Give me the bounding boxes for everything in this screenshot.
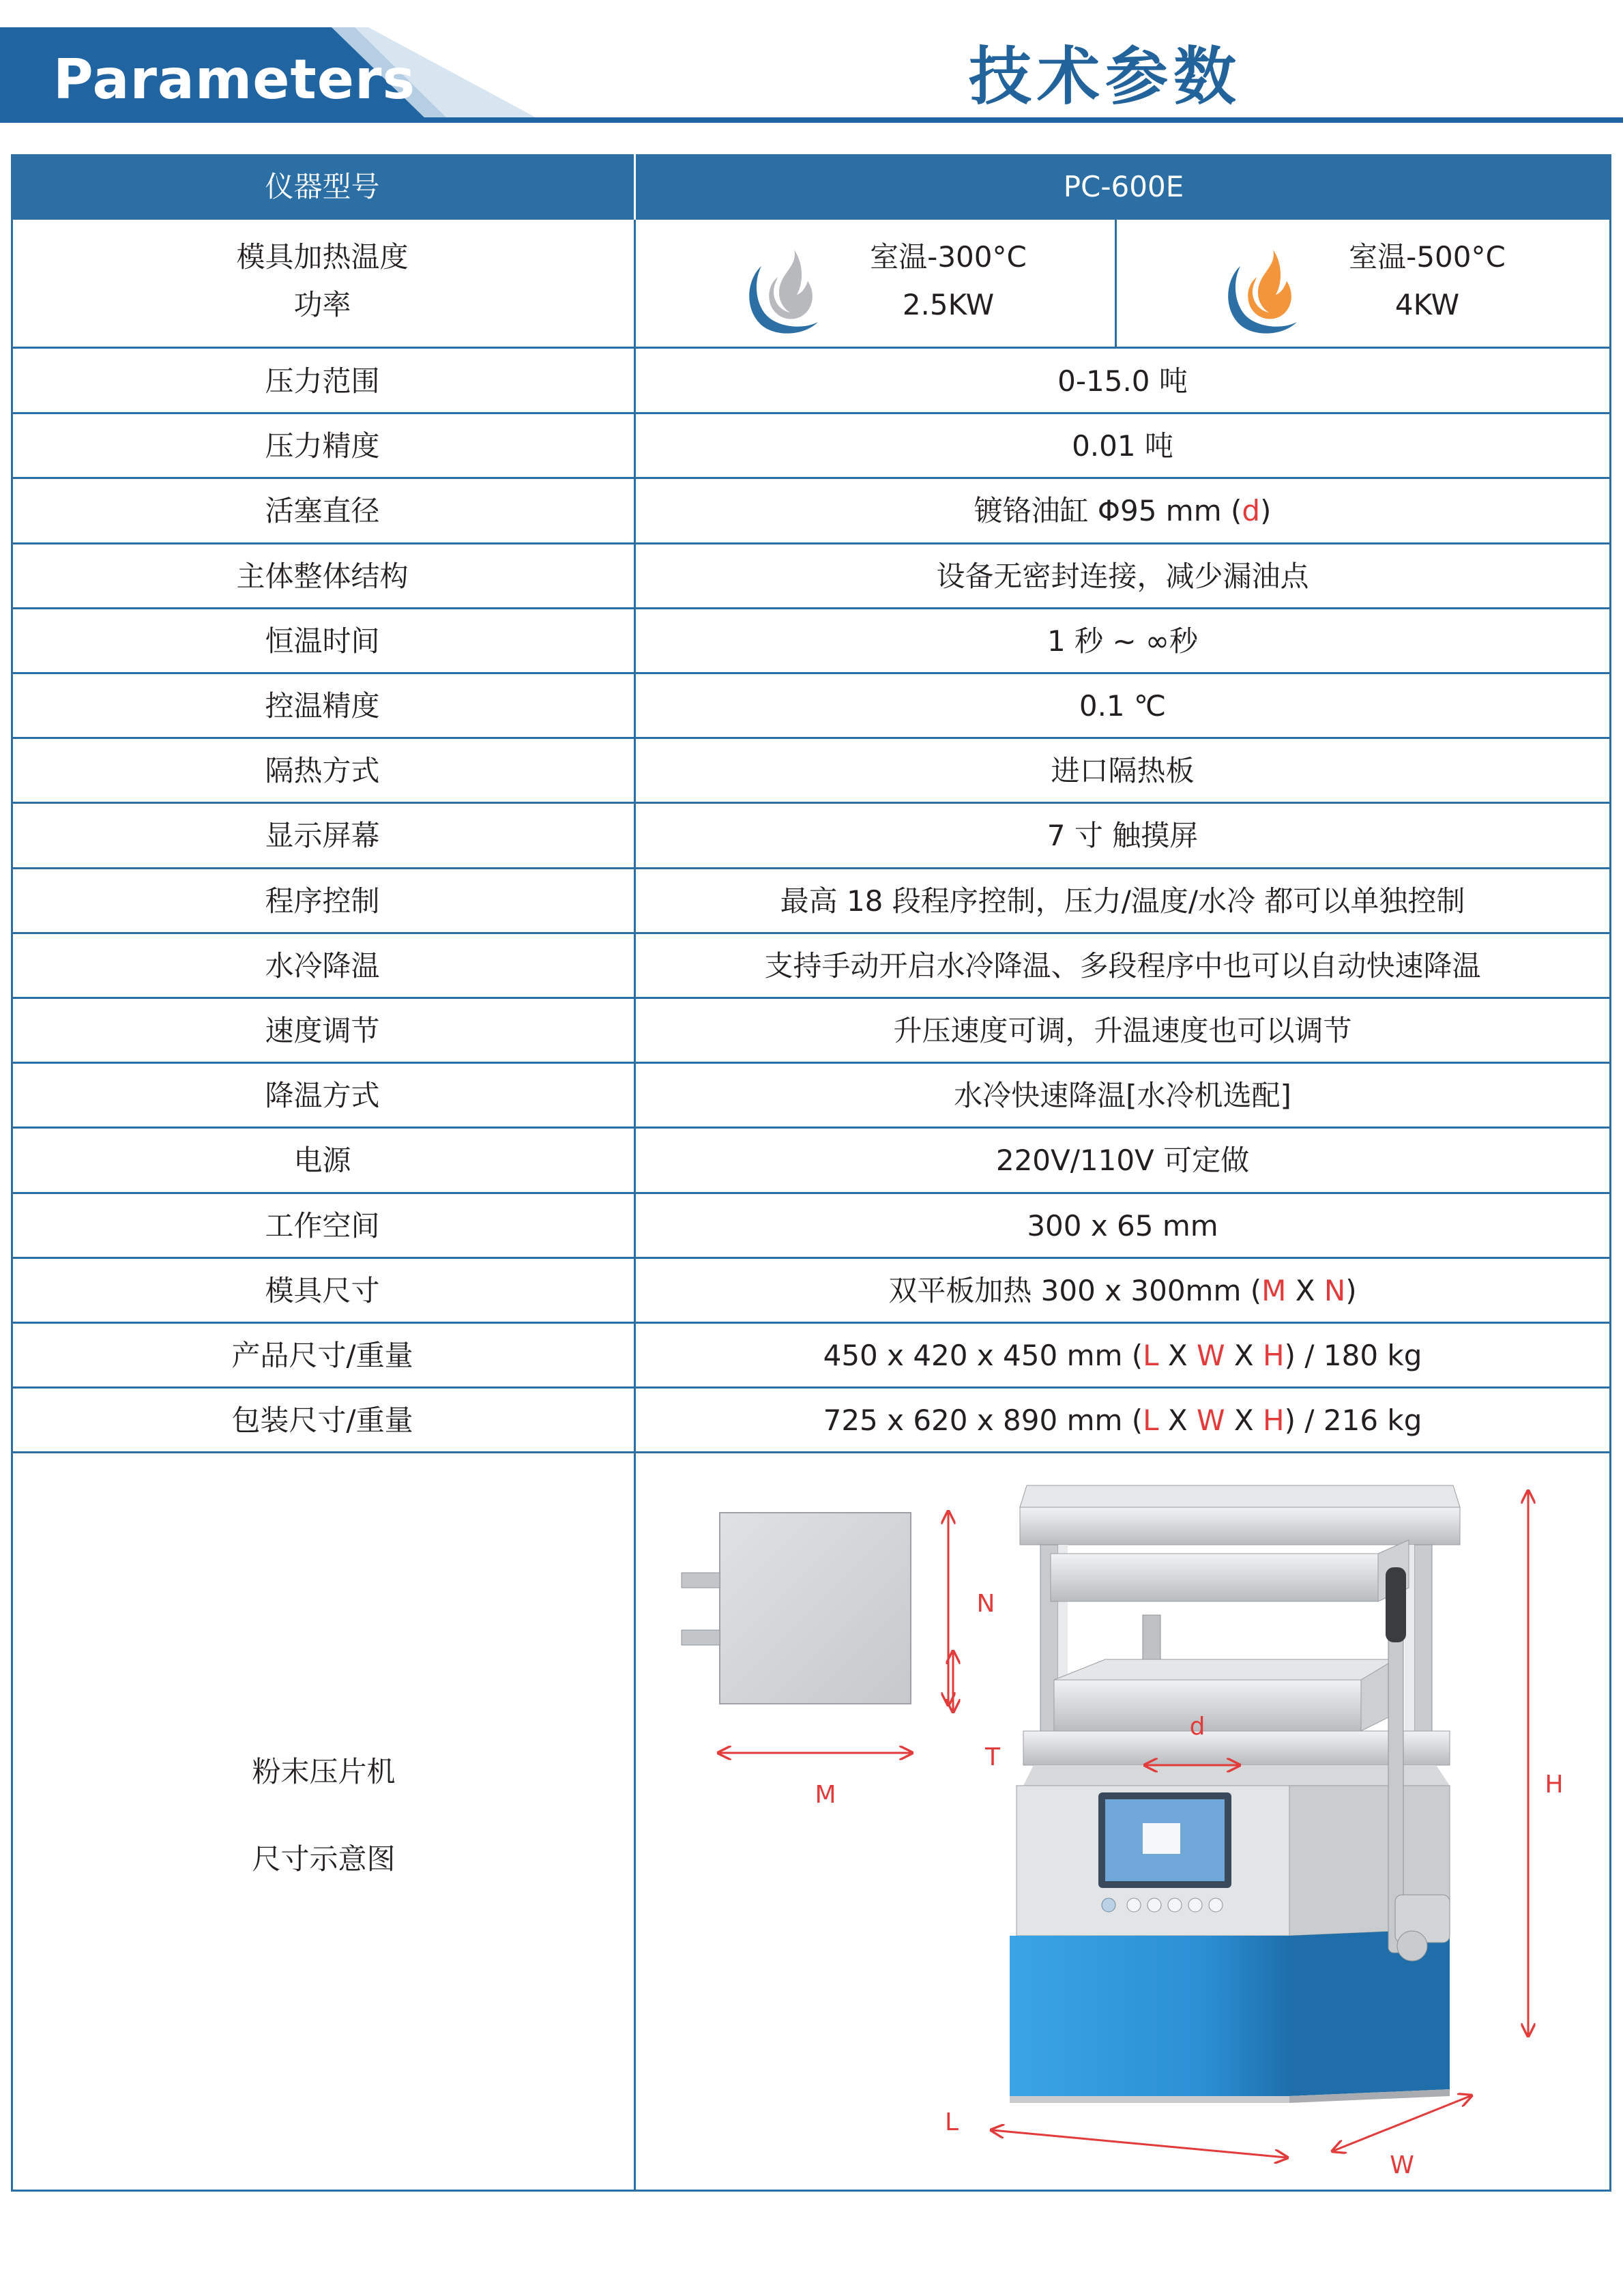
row-label: 控温精度 — [265, 689, 380, 723]
row-value — [636, 478, 1609, 543]
temp-option-a-power: 2.5KW — [902, 288, 995, 321]
row-value-text: ) — [1260, 494, 1272, 528]
row-divider — [11, 1062, 1611, 1064]
row-value-text: X — [1286, 1273, 1324, 1307]
temp-option-b — [1116, 220, 1611, 347]
row-value: 300 x 65 mm — [1027, 1208, 1218, 1243]
dim-label-l: L — [944, 2108, 959, 2136]
table-column-divider — [634, 220, 636, 2192]
row-divider — [11, 477, 1611, 479]
header-value: PC-600E — [1063, 170, 1184, 203]
dim-label-h: H — [1545, 1771, 1564, 1799]
row-label: 模具尺寸 — [265, 1273, 380, 1307]
row-value-text: ) / 180 kg — [1284, 1339, 1422, 1372]
row-label: 水冷降温 — [265, 948, 380, 983]
row-value — [636, 1388, 1609, 1453]
dimension-letter: d — [1242, 494, 1261, 528]
row-divider — [11, 607, 1611, 609]
row-divider — [11, 932, 1611, 934]
header-title-cn: 技术参数 — [968, 40, 1242, 113]
header-divider — [634, 154, 636, 220]
flame-gray-icon — [740, 246, 832, 338]
row-value: 0-15.0 吨 — [1057, 364, 1188, 398]
row-divider — [11, 1322, 1611, 1324]
row-divider — [11, 672, 1611, 674]
diagram-label-line1: 粉末压片机 — [252, 1755, 396, 1788]
l-arrow — [993, 2130, 1286, 2157]
row-value: 最高 18 段程序控制，压力/温度/水冷 都可以单独控制 — [780, 884, 1465, 918]
dimension-letter: N — [1324, 1273, 1346, 1307]
row-divider — [11, 412, 1611, 414]
header-title-en: Parameters — [53, 48, 416, 111]
diagram-label-line2: 尺寸示意图 — [252, 1842, 396, 1876]
row-value — [636, 1258, 1609, 1323]
dimension-letter: W — [1197, 1404, 1225, 1438]
row-value-text: X — [1158, 1404, 1197, 1438]
temp-option-a-temp: 室温-300°C — [870, 240, 1027, 274]
row-label: 主体整体结构 — [236, 559, 409, 593]
flame-orange-icon — [1218, 246, 1311, 338]
temp-option-a — [636, 220, 1113, 347]
row-value: 支持手动开启水冷降温、多段程序中也可以自动快速降温 — [764, 948, 1481, 983]
row-divider — [11, 737, 1611, 739]
row-label: 工作空间 — [265, 1208, 380, 1243]
row-label: 降温方式 — [265, 1079, 380, 1113]
header-label: 仪器型号 — [265, 170, 380, 203]
dimension-letter: H — [1263, 1404, 1285, 1438]
row-label: 产品尺寸/重量 — [231, 1339, 413, 1372]
row-value: 220V/110V 可定做 — [995, 1144, 1250, 1178]
row-value — [636, 1323, 1609, 1388]
row-value: 0.01 吨 — [1072, 429, 1173, 463]
row-divider — [11, 997, 1611, 999]
row-value-text: X — [1158, 1339, 1197, 1372]
row-divider — [11, 1127, 1611, 1129]
press-dimension-diagram — [638, 1444, 1607, 2188]
row-label: 压力精度 — [265, 429, 380, 463]
row-label: 恒温时间 — [265, 624, 380, 658]
row-label: 包装尺寸/重量 — [231, 1404, 413, 1438]
row-divider — [11, 1192, 1611, 1194]
row-value: 水冷快速降温[水冷机选配] — [954, 1079, 1291, 1113]
row-divider — [11, 1257, 1611, 1259]
row-value-text: 镀铬油缸 Φ95 mm ( — [974, 494, 1242, 528]
dim-label-n: N — [976, 1590, 995, 1618]
row-divider — [11, 802, 1611, 804]
row-label: 速度调节 — [265, 1014, 380, 1047]
mold-plate — [682, 1513, 911, 1704]
row-label: 活塞直径 — [265, 494, 380, 528]
row-value: 7 寸 触摸屏 — [1047, 819, 1199, 853]
dim-label-m: M — [815, 1781, 836, 1809]
temp-option-b-power: 4KW — [1394, 288, 1460, 321]
w-arrow — [1334, 2096, 1470, 2151]
row-value-text: ) — [1345, 1273, 1357, 1307]
row-value-text: 450 x 420 x 450 mm ( — [823, 1339, 1143, 1372]
row-divider — [11, 542, 1611, 544]
row-value: 设备无密封连接，减少漏油点 — [936, 559, 1309, 593]
row-value: 0.1 ℃ — [1079, 689, 1167, 723]
table-left-border — [11, 220, 13, 2192]
row-label: 隔热方式 — [265, 754, 380, 788]
press-machine — [1010, 1485, 1460, 2103]
dimension-letter: M — [1261, 1273, 1287, 1307]
row-value-text: X — [1225, 1339, 1263, 1372]
row-value: 升压速度可调，升温速度也可以调节 — [893, 1014, 1352, 1047]
row-divider — [11, 1386, 1611, 1389]
row-value-text: 725 x 620 x 890 mm ( — [823, 1404, 1143, 1438]
dimension-letter: H — [1263, 1339, 1285, 1372]
dimension-letter: L — [1143, 1404, 1159, 1438]
dimension-letter: W — [1197, 1339, 1225, 1372]
row-value-text: 双平板加热 300 x 300mm ( — [888, 1273, 1262, 1307]
dim-label-t: T — [985, 1743, 1000, 1771]
row-divider — [11, 347, 1611, 349]
row-label: 电源 — [293, 1144, 351, 1178]
row-divider — [11, 867, 1611, 869]
dim-label-w: W — [1390, 2151, 1414, 2179]
row-value-text: ) / 216 kg — [1284, 1404, 1422, 1438]
temp-label-line1: 模具加热温度 — [236, 240, 409, 274]
temp-row-label — [11, 233, 634, 329]
temp-options-divider — [1115, 220, 1117, 347]
row-value: 1 秒 ~ ∞秒 — [1047, 624, 1198, 658]
row-value-text: X — [1225, 1404, 1263, 1438]
temp-option-b-temp: 室温-500°C — [1349, 240, 1506, 274]
row-value: 进口隔热板 — [1051, 754, 1195, 788]
dim-label-d: d — [1189, 1713, 1205, 1741]
table-right-border — [1609, 220, 1611, 2192]
dimension-letter: L — [1143, 1339, 1159, 1372]
row-label: 压力范围 — [265, 364, 380, 398]
row-label: 程序控制 — [265, 884, 380, 918]
table-bottom-border — [11, 2190, 1611, 2192]
power-label-line2: 功率 — [293, 288, 351, 321]
row-label: 显示屏幕 — [265, 819, 380, 853]
